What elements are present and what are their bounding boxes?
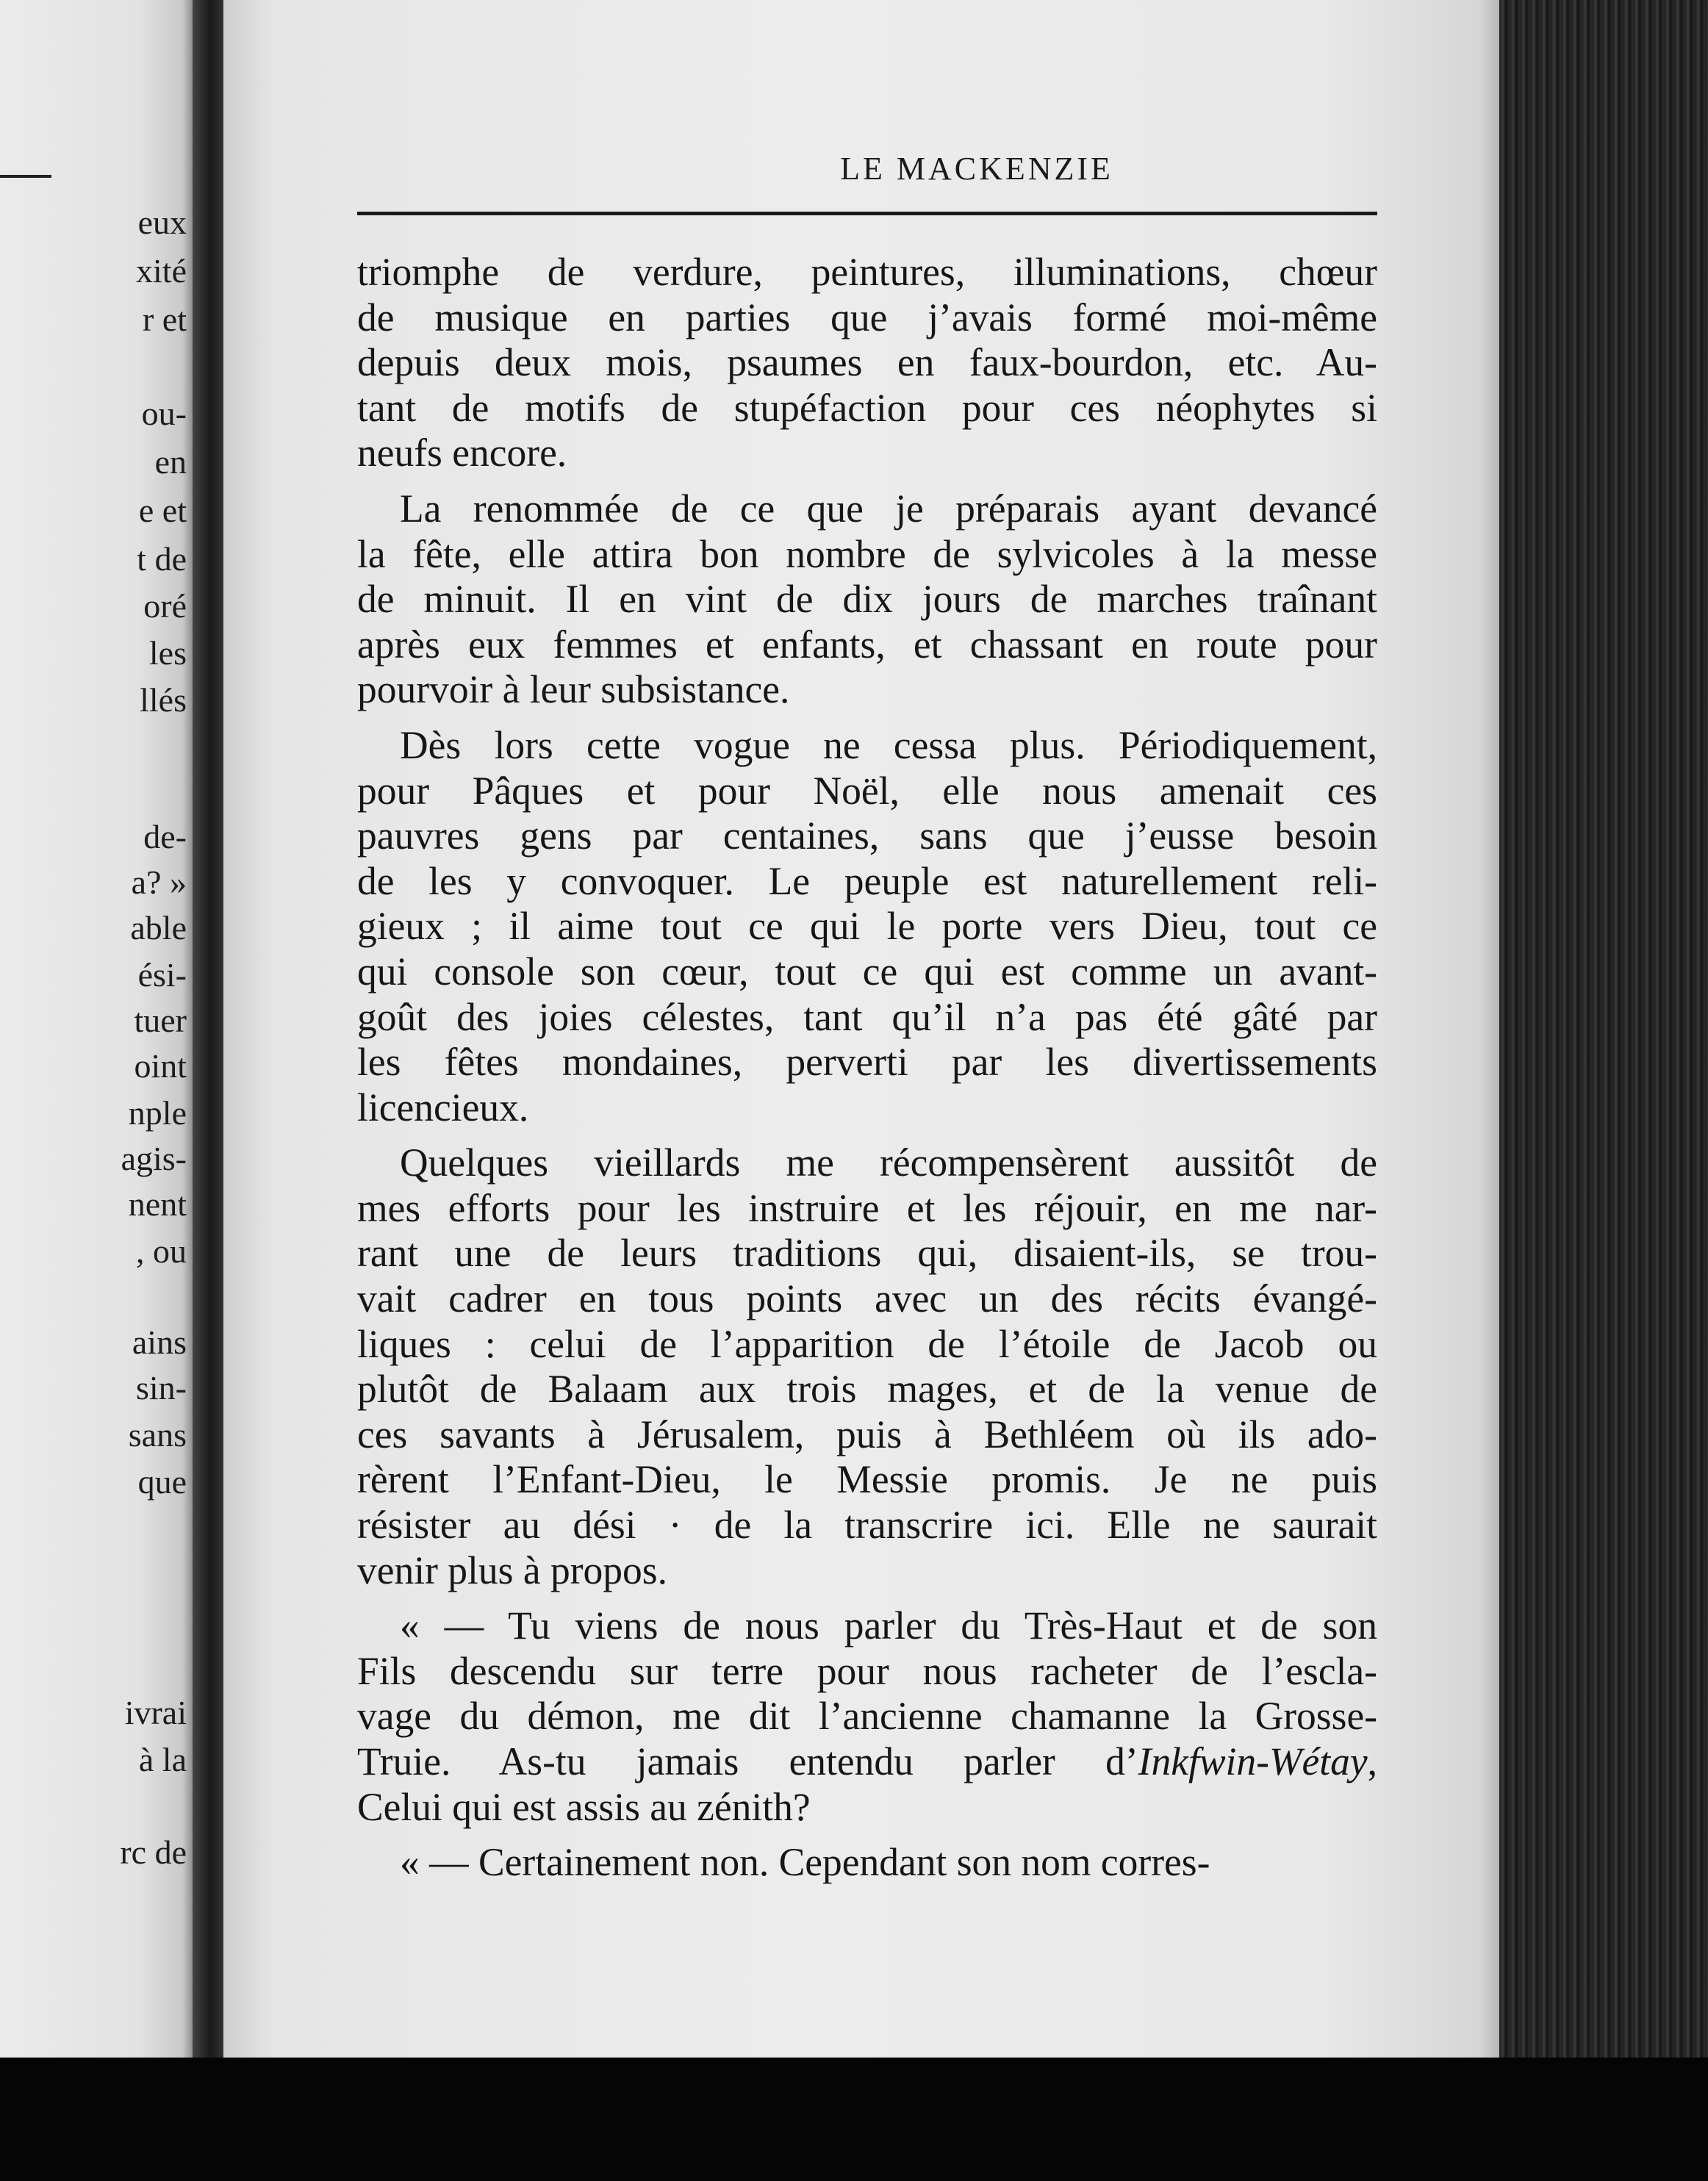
facing-page-fragment: ivrai: [124, 1694, 187, 1731]
paragraph: [357, 723, 1377, 1130]
facing-page-fragment: ains: [132, 1323, 187, 1361]
facing-page-fragment: nple: [128, 1094, 187, 1132]
text-line: rèrent l’Enfant-Dieu, le Messie promis. Je ne puis: [357, 1457, 1377, 1502]
text-line: résister au dési · de la transcrire ici. Elle ne saurait: [357, 1503, 1377, 1548]
running-head: [356, 150, 1598, 194]
facing-page-fragment: nent: [128, 1185, 187, 1223]
text-line: « — Certainement non. Cependant son nom corres-: [400, 1840, 1210, 1885]
facing-page-fragment: a? »: [131, 863, 187, 901]
scan-border: [0, 2058, 1708, 2181]
paragraph: [357, 486, 1377, 713]
paragraph: [357, 1840, 1377, 1886]
text-line: depuis deux mois, psaumes en faux-bourdon, etc. Au-: [357, 340, 1377, 385]
text-line: rant une de leurs traditions qui, disaient-ils, se trou-: [357, 1231, 1377, 1276]
text-line: La renommée de ce que je préparais ayant devancé: [400, 486, 1377, 531]
running-head-title: LE MACKENZIE: [840, 151, 1113, 187]
facing-page-fragment: t de: [137, 540, 187, 578]
text-line: de les y convoquer. Le peuple est naturellement reli-: [357, 858, 1377, 903]
text-line: liques : celui de l’apparition de l’étoile de Jacob ou: [357, 1321, 1377, 1366]
facing-page-rule: [0, 175, 51, 178]
text-line: qui console son cœur, tout ce qui est comme un avant-: [357, 949, 1377, 994]
text-line: triomphe de verdure, peintures, illuminations, chœur: [357, 250, 1377, 294]
facing-page-fragment: oint: [134, 1047, 187, 1085]
text-line: Fils descendu sur terre pour nous racheter de l’escla-: [357, 1648, 1377, 1693]
text-line: goût des joies célestes, tant qu’il n’a pas été gâté par: [357, 994, 1377, 1039]
italic-name: Inkfwin-Wétay: [1138, 1739, 1368, 1783]
facing-page-fragment: agis-: [121, 1140, 187, 1177]
text-line: de musique en parties que j’avais formé moi-même: [357, 295, 1377, 339]
facing-page-fragment: ési-: [137, 956, 187, 994]
facing-page-fragment: à la: [138, 1741, 187, 1778]
text-line: Quelques vieillards me récompensèrent aussitôt de: [400, 1140, 1377, 1185]
text-line: de minuit. Il en vint de dix jours de marches traînant: [357, 577, 1377, 622]
text-line: Celui qui est assis au zénith?: [357, 1784, 811, 1829]
facing-page-fragment: rc de: [120, 1833, 187, 1871]
facing-page-fragment: de-: [143, 818, 187, 855]
page-stack-edge: [1499, 0, 1708, 2181]
text-line: pourvoir à leur subsistance.: [357, 667, 790, 712]
book-page: [223, 0, 1518, 2058]
text-line: gieux ; il aime tout ce qui le porte vers Dieu, tout ce: [357, 904, 1377, 949]
text-line: Truie. As-tu jamais entendu parler d’Inkfwin-Wétay,: [357, 1739, 1377, 1783]
text-line: venir plus à propos.: [357, 1548, 667, 1592]
facing-page-fragment: e et: [138, 492, 187, 529]
facing-page-fragment: sans: [128, 1416, 187, 1454]
facing-page-fragment: oré: [143, 587, 187, 625]
facing-page-fragment: llés: [140, 681, 187, 719]
text-line: après eux femmes et enfants, et chassant en route pour: [357, 622, 1377, 666]
facing-page-fragment: ou-: [141, 395, 187, 432]
text-line: vage du démon, me dit l’ancienne chamanne la Grosse-: [357, 1694, 1377, 1739]
text-line: la fête, elle attira bon nombre de sylvicoles à la messe: [357, 531, 1377, 576]
facing-page-fragment: sin-: [136, 1369, 187, 1406]
header-rule: [357, 212, 1377, 215]
facing-page-fragment: que: [137, 1463, 187, 1501]
text-line: les fêtes mondaines, perverti par les divertissements: [357, 1040, 1377, 1085]
text-line: mes efforts pour les instruire et les réjouir, en me nar-: [357, 1185, 1377, 1230]
facing-page-fragment: tuer: [134, 1002, 187, 1039]
text-line: neufs encore.: [357, 431, 567, 475]
body-text: [357, 250, 1377, 1886]
facing-page-fragment: en: [154, 443, 187, 481]
facing-page-fragment: eux: [137, 204, 187, 241]
book-gutter: [193, 0, 228, 2181]
text-line: ces savants à Jérusalem, puis à Bethléem où ils ado-: [357, 1412, 1377, 1456]
facing-page-fragment: able: [130, 909, 187, 946]
paragraph: [357, 1140, 1377, 1593]
facing-page-fragment: xité: [136, 252, 187, 290]
text-line: plutôt de Balaam aux trois mages, et de la venue de: [357, 1367, 1377, 1412]
text-line: tant de motifs de stupéfaction pour ces néophytes si: [357, 385, 1377, 430]
facing-page-fragment: les: [148, 634, 187, 672]
text-line: pour Pâques et pour Noël, elle nous amenait ces: [357, 768, 1377, 813]
paragraph: [357, 250, 1377, 476]
facing-page-fragment: r et: [142, 301, 187, 338]
facing-page-edge: [0, 0, 198, 2181]
text-line: vait cadrer en tous points avec un des récits évangé-: [357, 1276, 1377, 1321]
text-line: pauvres gens par centaines, sans que j’eusse besoin: [357, 813, 1377, 858]
paragraph: [357, 1603, 1377, 1830]
text-line: Dès lors cette vogue ne cessa plus. Périodiquement,: [400, 722, 1377, 767]
text-line: licencieux.: [357, 1085, 529, 1129]
text-line: « — Tu viens de nous parler du Très-Haut et de son: [400, 1603, 1377, 1648]
facing-page-fragment: , ou: [136, 1232, 187, 1270]
